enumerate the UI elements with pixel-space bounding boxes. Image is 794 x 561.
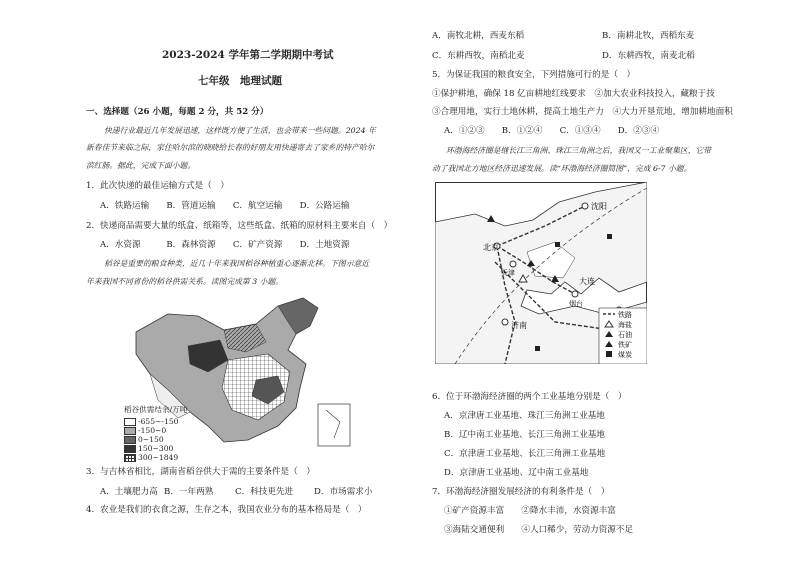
intro-line-1: 快递行业最近几年发展迅速，这样既方便了生活，也会带来一些问题。2024 年 <box>104 126 376 135</box>
question-1-options: A．铁路运输 B．管道运输 C．航空运输 D．公路运输 <box>100 201 350 211</box>
rice-legend-title: 稻谷供需结余/万吨 <box>124 405 188 414</box>
question-6-option-d: D．京津唐工业基地、辽中南工业基地 <box>444 468 589 478</box>
question-4-option-c: C．东耕西牧，南稻北麦 <box>432 51 525 61</box>
south-china-sea-inset <box>318 404 350 446</box>
intro-line-4: 稻谷是重要的粮食种类，近几十年来我国稻谷种植重心逐渐北移。下图示意近 <box>104 259 370 268</box>
question-3-option-a: A．土壤肥力高 <box>100 487 158 497</box>
question-7-line-1: ①矿产资源丰富 ②降水丰沛，水资源丰富 <box>444 506 616 516</box>
question-7: 7．环渤海经济圈发展经济的有利条件是（ ） <box>432 487 610 497</box>
question-4-option-a: A．南牧北耕，西麦东稻 <box>432 31 525 41</box>
question-6-option-c: C．京津唐工业基地、长江三角洲工业基地 <box>444 449 606 459</box>
exam-title: 2023-2024 学年第二学期期中考试 <box>162 49 334 61</box>
rice-legend-item: -150~0 <box>138 426 167 435</box>
map-label-jinan: 济南 <box>511 321 527 330</box>
exam-subtitle: 七年级 地理试题 <box>198 75 282 87</box>
question-4-option-b: B．南耕北牧，西稻东麦 <box>602 31 695 41</box>
question-7-line-2: ③海陆交通便利 ④人口稀少，劳动力资源不足 <box>444 525 634 535</box>
intro-line-2: 新春佳节来临之际，家住哈尔滨的晓晓给长春的好朋友用快递寄去了家乡的特产哈尔 <box>86 143 375 152</box>
map-legend-coal: 煤炭 <box>618 351 632 359</box>
map-label-dalian: 大连 <box>579 277 595 286</box>
intro-line-5: 年来我国不同省份的稻谷供需关系。读图完成第 3 小题。 <box>86 277 284 286</box>
section-heading: 一、选择题（26 小题，每题 2 分，共 52 分） <box>86 107 269 117</box>
map-label-yantai: 烟台 <box>569 300 583 308</box>
map-legend-rail: 铁路 <box>618 311 632 319</box>
question-5-line-2: ③合理用地，实行土地休耕，提高土地生产力 ④大力开垦荒地，增加耕地面积 <box>432 107 733 117</box>
question-2-options: A．水资源 B．森林资源 C．矿产资源 D．土地资源 <box>100 240 350 250</box>
question-3-option-c: C．科技更先进 <box>235 487 294 497</box>
map-label-tianjin: 天津 <box>501 269 515 277</box>
intro-line-6: 环渤海经济圈是继长江三角洲、珠江三角洲之后，我国又一工业聚集区，它带 <box>446 146 712 155</box>
map-legend-sea-salt: 海盐 <box>618 321 632 329</box>
map-label-shenyang: 沈阳 <box>591 202 607 211</box>
map-legend-oil: 石油 <box>618 331 632 339</box>
question-5-line-1: ①保护耕地，确保 18 亿亩耕地红线要求 ②加大农业科技投入，藏粮于技 <box>432 89 715 99</box>
question-5: 5．为保证我国的粮食安全，下列措施可行的是（ ） <box>432 70 636 80</box>
question-3-option-b: B．一年两熟 <box>164 487 214 497</box>
question-3-option-d: D．市场需求小 <box>314 487 373 497</box>
question-6-option-a: A．京津唐工业基地、珠江三角洲工业基地 <box>444 411 605 421</box>
question-5-options: A．①②③ B．①②④ C．①③④ D．②③④ <box>444 126 660 136</box>
rice-legend-item: 300~1849 <box>138 453 179 462</box>
question-4: 4．农业是我们的衣食之源，生存之本，我国农业分布的基本格局是（ ） <box>86 505 367 515</box>
rice-legend-item: 150~300 <box>138 444 174 453</box>
intro-line-3: 滨红肠。据此，完成下面小题。 <box>86 161 196 170</box>
question-2: 2．快递商品需要大量的纸盒、纸箱等，这些纸盒、纸箱的原材料主要来自（ ） <box>86 221 393 231</box>
rice-legend-item: -655~-150 <box>138 417 179 426</box>
intro-line-7: 动了我国北方地区经济迅速发展。读“环渤海经济圈简图”，完成 6-7 小题。 <box>432 164 692 173</box>
question-1: 1．此次快递的最佳运输方式是（ ） <box>86 181 229 191</box>
map-label-beijing: 北京 <box>483 243 499 252</box>
question-3: 3．与吉林省相比，湖南省稻谷供大于需的主要条件是（ ） <box>86 467 315 477</box>
question-6-option-b: B．辽中南工业基地、长江三角洲工业基地 <box>444 430 606 440</box>
rice-legend-item: 0~150 <box>138 435 164 444</box>
rice-legend <box>124 417 210 462</box>
question-6: 6．位于环渤海经济圈的两个工业基地分别是（ ） <box>432 392 627 402</box>
map-legend-iron: 铁矿 <box>618 341 632 349</box>
question-4-option-d: D．东耕西牧，南麦北稻 <box>602 51 695 61</box>
bohai-rim-map <box>435 182 647 364</box>
